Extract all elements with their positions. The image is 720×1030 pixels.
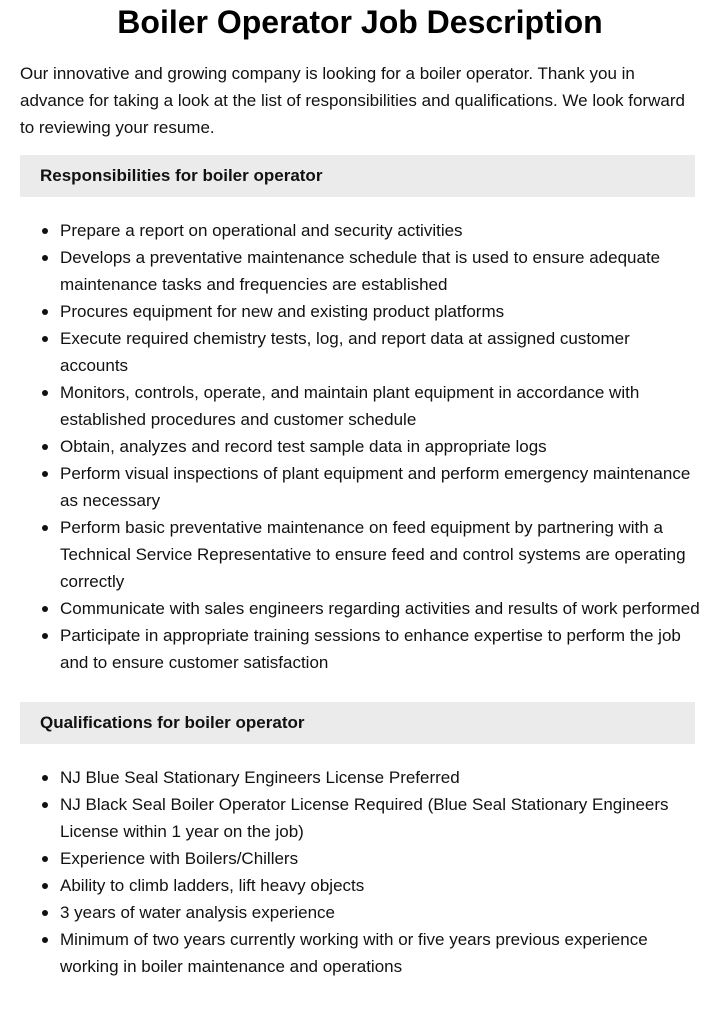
list-item-text: Experience with Boilers/Chillers	[60, 849, 299, 868]
list-item	[20, 926, 700, 980]
bullet-icon	[42, 471, 48, 477]
list-item	[20, 899, 700, 926]
list-item	[20, 622, 700, 676]
bullet-icon	[42, 336, 48, 342]
list-item-text: Develops a preventative maintenance schedule that is used to ensure adequate maintenance tasks and frequencies are established	[60, 248, 661, 294]
responsibilities-heading: Responsibilities for boiler operator	[20, 155, 695, 197]
page-title: Boiler Operator Job Description	[117, 4, 603, 40]
list-item-text: Monitors, controls, operate, and maintain plant equipment in accordance with established procedures and customer schedule	[60, 383, 640, 429]
bullet-icon	[42, 910, 48, 916]
list-item-text: Obtain, analyzes and record test sample data in appropriate logs	[60, 437, 547, 456]
list-item	[20, 217, 700, 244]
bullet-icon	[42, 883, 48, 889]
bullet-icon	[42, 633, 48, 639]
qualifications-heading: Qualifications for boiler operator	[20, 702, 695, 744]
list-item	[20, 845, 700, 872]
list-item-text: Perform visual inspections of plant equipment and perform emergency maintenance as necessary	[60, 464, 691, 510]
list-item	[20, 460, 700, 514]
bullet-icon	[42, 937, 48, 943]
list-item	[20, 325, 700, 379]
intro-paragraph: Our innovative and growing company is looking for a boiler operator. Thank you in advance for taking a look at the list of responsibilities and qualifications. We look forward to reviewing your resume.	[20, 64, 685, 137]
bullet-icon	[42, 255, 48, 261]
list-item-text: Procures equipment for new and existing product platforms	[60, 302, 505, 321]
list-item-text: NJ Blue Seal Stationary Engineers License Preferred	[60, 768, 460, 787]
bullet-icon	[42, 390, 48, 396]
bullet-icon	[42, 856, 48, 862]
list-item-text: Ability to climb ladders, lift heavy objects	[60, 876, 365, 895]
bullet-icon	[42, 606, 48, 612]
list-item	[20, 595, 700, 622]
list-item	[20, 379, 700, 433]
bullet-icon	[42, 444, 48, 450]
section-spacer	[0, 676, 720, 688]
list-item	[20, 764, 700, 791]
list-item-text: Perform basic preventative maintenance on feed equipment by partnering with a Technical Service Representative to ensure feed and control systems are operating correctly	[60, 518, 686, 591]
list-item	[20, 298, 700, 325]
list-item	[20, 514, 700, 595]
list-item	[20, 872, 700, 899]
list-item	[20, 244, 700, 298]
list-item-text: Participate in appropriate training sessions to enhance expertise to perform the job and to ensure customer satisfaction	[60, 626, 681, 672]
list-item	[20, 433, 700, 460]
list-item-text: Execute required chemistry tests, log, and report data at assigned customer accounts	[60, 329, 630, 375]
list-item-text: 3 years of water analysis experience	[60, 903, 335, 922]
list-item-text: Minimum of two years currently working with or five years previous experience working in boiler maintenance and operations	[60, 930, 648, 976]
bullet-icon	[42, 802, 48, 808]
list-item	[20, 791, 700, 845]
bullet-icon	[42, 309, 48, 315]
responsibilities-list	[20, 217, 700, 676]
bullet-icon	[42, 525, 48, 531]
qualifications-list	[20, 764, 700, 980]
list-item-text: Communicate with sales engineers regarding activities and results of work performed	[60, 599, 700, 618]
bullet-icon	[42, 228, 48, 234]
bullet-icon	[42, 775, 48, 781]
list-item-text: NJ Black Seal Boiler Operator License Required (Blue Seal Stationary Engineers License within 1 year on the job)	[60, 795, 669, 841]
list-item-text: Prepare a report on operational and security activities	[60, 221, 463, 240]
